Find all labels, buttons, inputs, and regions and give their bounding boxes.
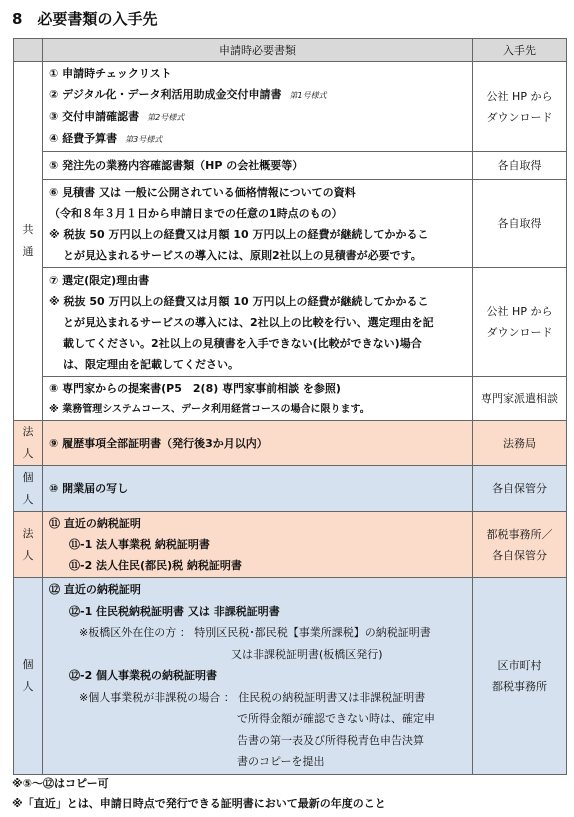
footnote-latest: ※「直近」とは、申請日時点で発行できる証明書において最新の年度のこと — [12, 797, 386, 810]
doc-cell: ⑦ 選定(限定)理由書 ※ 税抜 50 万円以上の経費又は月額 10 万円以上の経費が継続してかかるこ とが見込まれるサービスの導入には、2社以上の比較を行い、選定理由を記 載してください。2社以上の見積書を入手できない(比較ができない)場合 は、限定理由を記載してください。 — [43, 268, 473, 377]
table-row — [14, 466, 567, 512]
form-number: 第2号様式 — [147, 113, 185, 122]
category-corporate: 法 人 — [14, 512, 43, 578]
source-cell: 公社 HP から ダウンロード — [473, 62, 567, 152]
source-cell: 区市町村 都税事務所 — [473, 578, 567, 775]
table-row — [14, 268, 567, 377]
source-cell: 各自取得 — [473, 152, 567, 180]
category-individual: 個 人 — [14, 466, 43, 512]
doc-cell: ⑤ 発注先の業務内容確認書類（HP の会社概要等） — [43, 152, 473, 180]
doc-cell: ⑪ 直近の納税証明 ⑪-1 法人事業税 納税証明書 ⑪-2 法人住民(都民)税 納税証明書 — [43, 512, 473, 578]
form-number: 第1号様式 — [289, 91, 327, 100]
doc-cell: ⑧ 専門家からの提案書(P5 2(8) 専門家事前相談 を参照) ※ 業務管理システムコース、データ利用経営コースの場合に限ります。 — [43, 377, 473, 421]
header-documents: 申請時必要書類 — [43, 39, 473, 62]
source-cell: 都税事務所／ 各自保管分 — [473, 512, 567, 578]
header-blank — [14, 39, 43, 62]
table-row — [14, 377, 567, 421]
source-cell: 各自取得 — [473, 180, 567, 268]
table-row — [14, 152, 567, 180]
header-source: 入手先 — [473, 39, 567, 62]
category-common: 共 通 — [14, 62, 43, 421]
form-number: 第3号様式 — [125, 135, 163, 144]
table-header-row — [14, 39, 567, 62]
doc-cell: ⑨ 履歴事項全部証明書（発行後3か月以内） — [43, 421, 473, 466]
footnote-copy: ※⑤～⑫はコピー可 — [12, 777, 109, 790]
table-row — [14, 180, 567, 268]
table-row — [14, 421, 567, 466]
category-corporate: 法 人 — [14, 421, 43, 466]
table-row — [14, 578, 567, 775]
source-cell: 各自保管分 — [473, 466, 567, 512]
table-row — [14, 512, 567, 578]
category-individual: 個 人 — [14, 578, 43, 775]
table-row — [14, 62, 567, 152]
doc-cell: ① 申請時チェックリスト ② デジタル化・データ利活用助成金交付申請書 第1号様式 ③ 交付申請確認書 第2号様式 ④ 経費予算書 第3号様式 — [43, 62, 473, 152]
source-cell: 専門家派遣相談 — [473, 377, 567, 421]
required-documents-table — [13, 38, 567, 775]
source-cell: 公社 HP から ダウンロード — [473, 268, 567, 377]
doc-cell: ⑥ 見積書 又は 一般に公開されている価格情報についての資料 （令和８年３月１日から申請日までの任意の1時点のもの） ※ 税抜 50 万円以上の経費又は月額 10 万円以上の経費が継続してかかるこ とが見込まれるサービスの導入には、原則2社以上の見積書が必要です。 — [43, 180, 473, 268]
doc-cell: ⑫ 直近の納税証明 ⑫-1 住民税納税証明書 又は 非課税証明書 ※板橋区外在住の方 ： 特別区民税･都民税【事業所課税】の納税証明書 又は非課税証明書(板橋区発行) ⑫-2 個人事業税の納税証明書 ※個人事業税が非課税の場合 ： 住民税の納税証明書又は非課税証明書 で所得金額が確認できない時は、確定申 告書の第一表及び所得税青色申告決算 書のコピーを提出 — [43, 578, 473, 775]
source-cell: 法務局 — [473, 421, 567, 466]
doc-cell: ⑩ 開業届の写し — [43, 466, 473, 512]
section-title: 8 必要書類の入手先 — [12, 10, 158, 28]
